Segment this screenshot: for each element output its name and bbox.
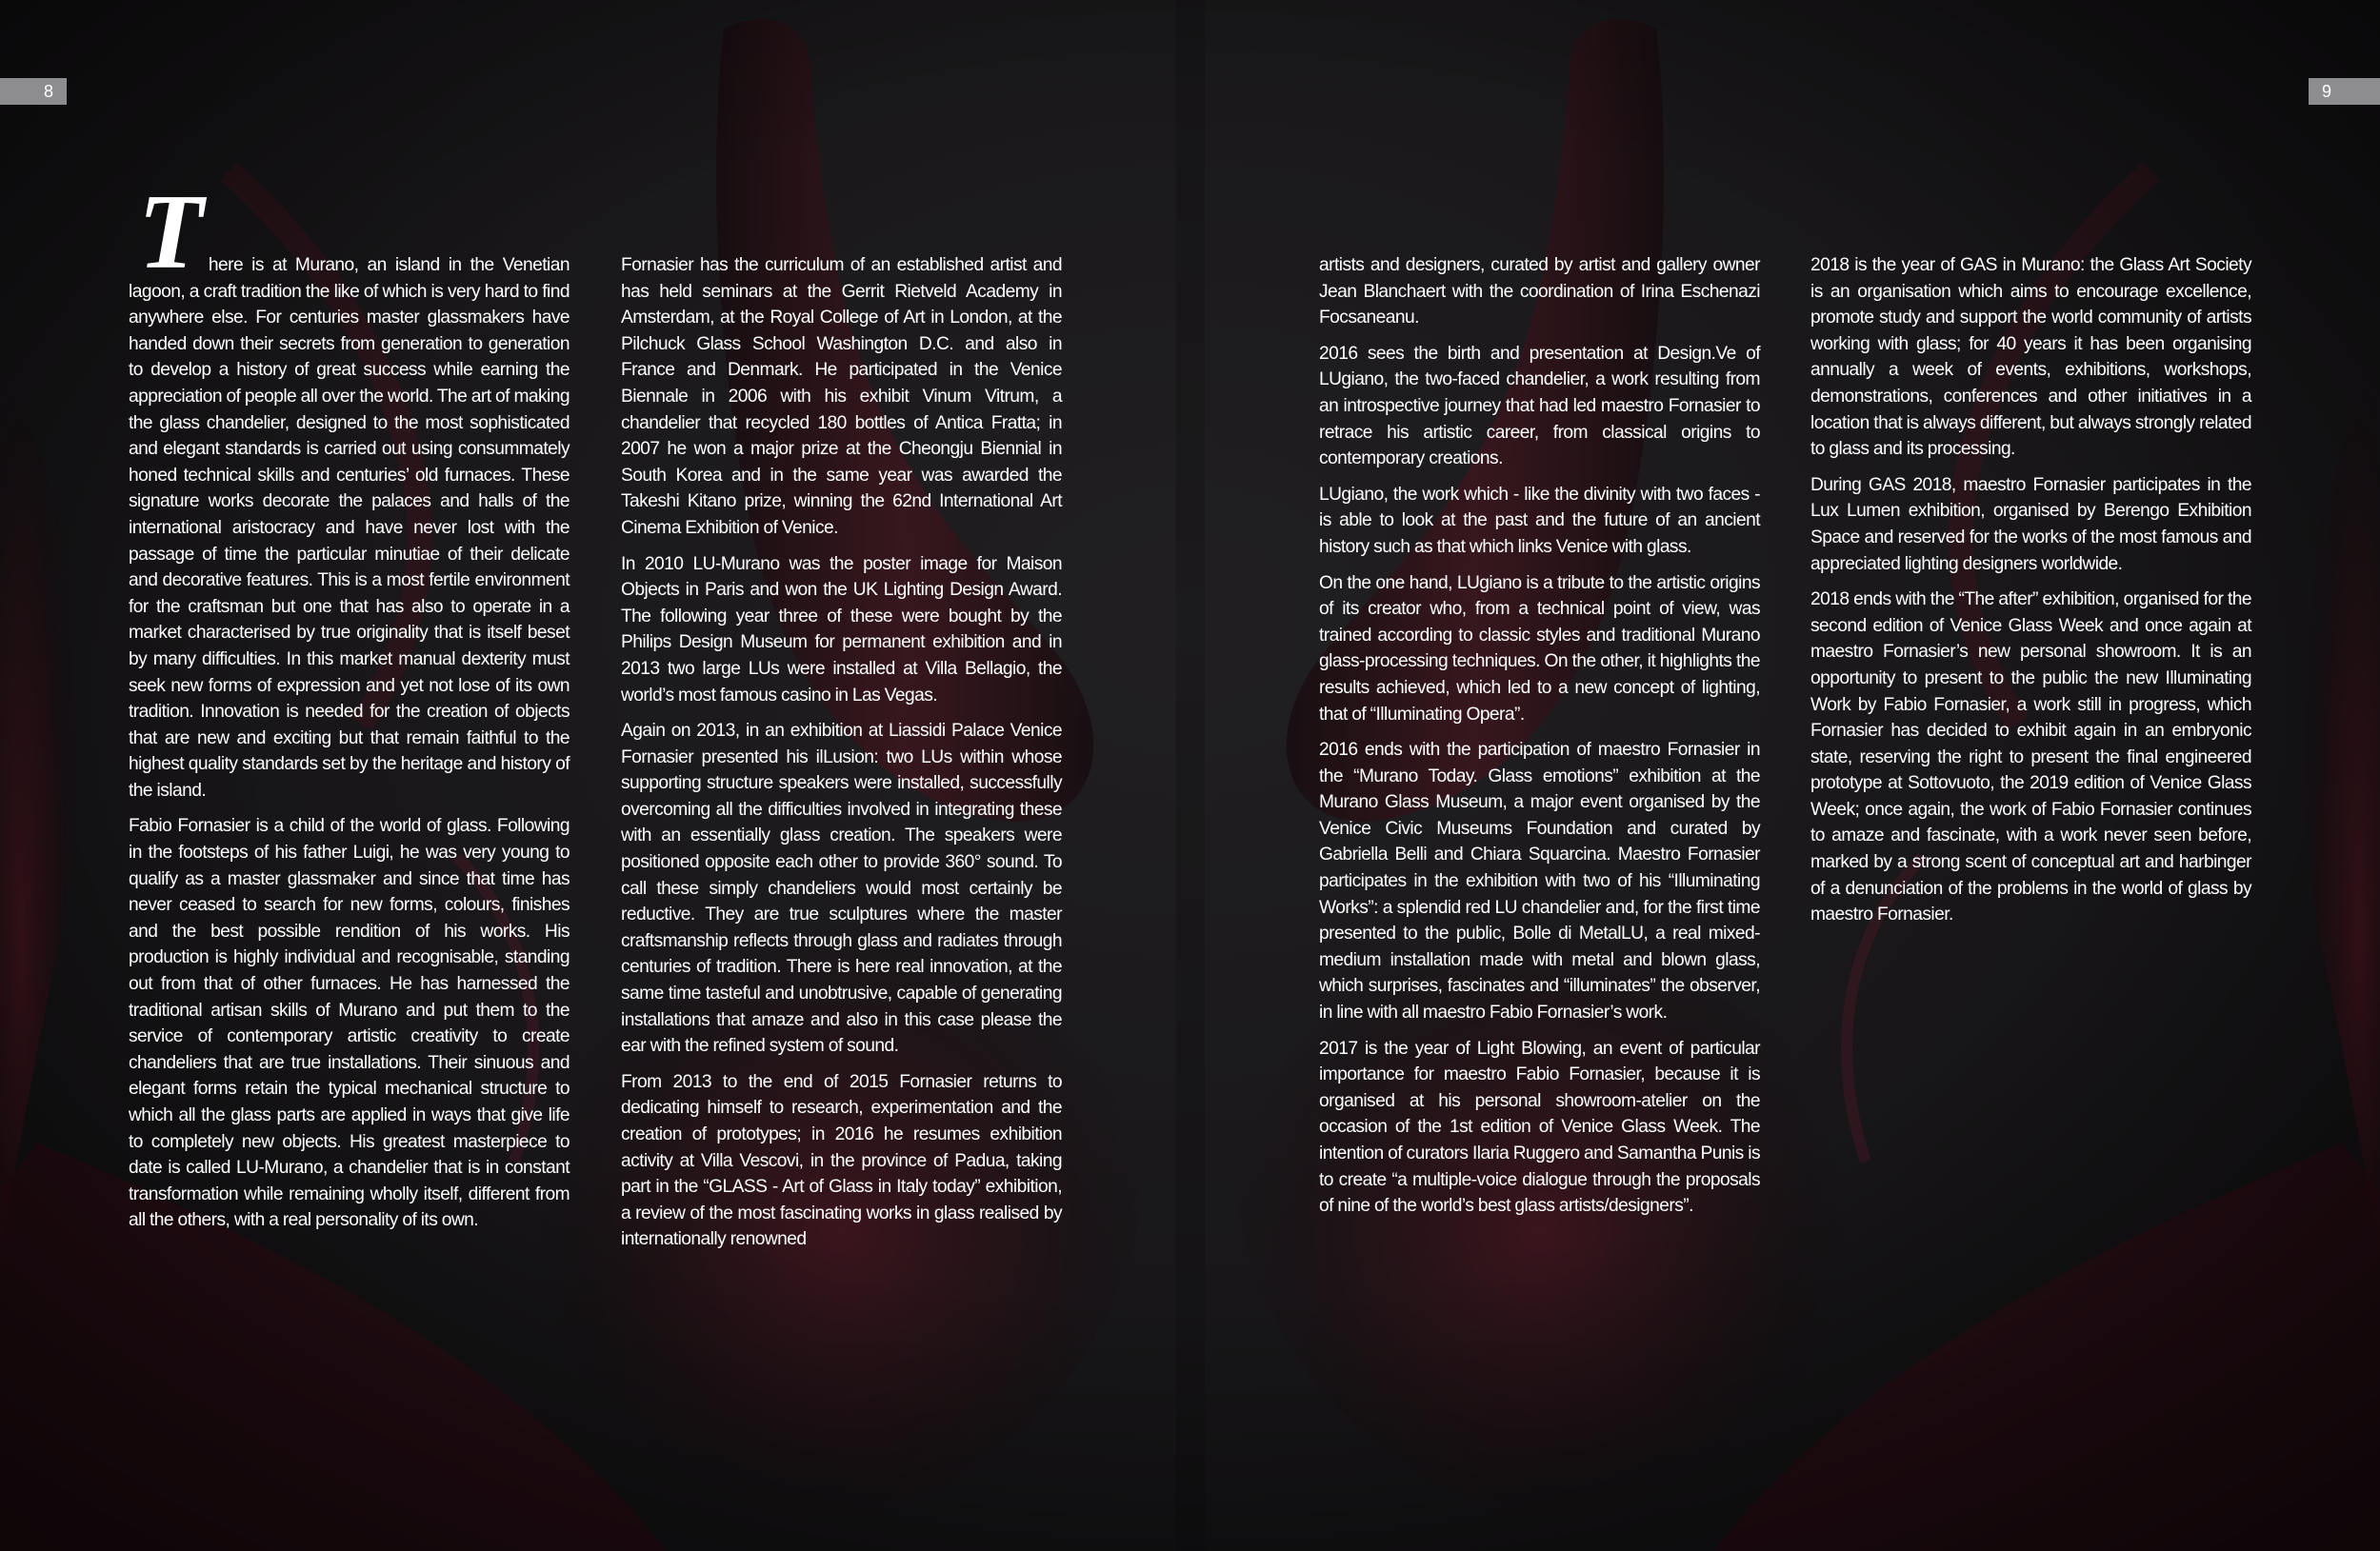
paragraph: 2016 sees the birth and presentation at Design.Ve of LUgiano, the two-faced chandelier, a work resulting from an introspective journey that had led maestro Fornasier to retrace his artistic career, from classical origins to contemporary creations.: [1319, 343, 1760, 469]
page-number-left-text: 8: [43, 82, 53, 101]
text-column-3: [1319, 252, 1760, 1229]
page-number-right-text: 9: [2322, 82, 2332, 101]
paragraph: In 2010 LU-Murano was the poster image for Maison Objects in Paris and won the UK Lighting Design Award. The following year three of these were bought by the Philips Design Museum for permanent exhibition and in 2013 two large LUs were installed at Villa Bellagio, the world’s most famous casino in Las Vegas.: [621, 553, 1062, 706]
paragraph: LUgiano, the work which - like the divinity with two faces - is able to look at the past and the future of an ancient history such as that which links Venice with glass.: [1319, 484, 1760, 557]
drop-cap: T: [138, 173, 203, 291]
paragraph: 2016 ends with the participation of maestro Fornasier in the “Murano Today. Glass emotions” exhibition at the Murano Glass Museum, a major event organised by the Venice Civic Museums Foundation and curated by Gabriella Belli and Chiara Squarcina. Maestro Fornasier participates in the exhibition with two of his “Illuminating Works”: a splendid red LU chandelier and, for the first time presented to the public, Bolle di MetalLU, a real mixed-medium installation made with metal and blown glass, which surprises, fascinates and “illuminates” the observer, in line with all maestro Fabio Fornasier’s work.: [1319, 740, 1760, 1024]
paragraph: On the one hand, LUgiano is a tribute to the artistic origins of its creator who, from a technical point of view, was trained according to classic styles and traditional Murano glass-processing techniques. On the other, it highlights the results achieved, which led to a new concept of lighting, that of “Illuminating Opera”.: [1319, 572, 1760, 725]
paragraph: Fornasier has the curriculum of an established artist and has held seminars at the Gerrit Rietveld Academy in Amsterdam, at the Royal College of Art in London, at the Pilchuck Glass School Washington D.C. and also in France and Denmark. He participated in the Venice Biennale in 2006 with his exhibit Vinum Vitrum, a chandelier that recycled 180 bottles of Antica Fratta; in 2007 he won a major prize at the Cheongju Biennial in South Korea and in the same year was awarded the Takeshi Kitano prize, winning the 62nd International Art Cinema Exhibition of Venice.: [621, 255, 1062, 538]
paragraph: [129, 173, 570, 804]
page-number-right: [2309, 78, 2380, 105]
paragraph: Again on 2013, in an exhibition at Liassidi Palace Venice Fornasier presented his ilLusion: two LUs within whose supporting structure speakers were installed, successfully overcoming all the difficulties involved in integrating these with an essentially glass creation. The speakers were positioned opposite each other to provide 360° sound. To call these simply chandeliers would most certainly be reductive. They are true sculptures where the master craftsmanship reflects through glass and radiates through centuries of tradition. There is here real innovation, at the same time tasteful and unobtrusive, capable of generating installations that amaze and also in this case please the ear with the refined system of sound.: [621, 721, 1062, 1057]
text-column-1: [129, 173, 570, 1243]
paragraph: During GAS 2018, maestro Fornasier participates in the Lux Lumen exhibition, organised by Berengo Exhibition Space and reserved for the works of the most famous and appreciated lighting designers worldwide.: [1810, 474, 2251, 574]
paragraph: 2017 is the year of Light Blowing, an event of particular importance for maestro Fabio Fornasier, because it is organised at his personal showroom-atelier on the occasion of the 1st edition of Venice Glass Week. The intention of curators Ilaria Ruggero and Samantha Punis is to create “a multiple-voice dialogue through the proposals of nine of the world’s best glass artists/designers”.: [1319, 1038, 1760, 1217]
paragraph: artists and designers, curated by artist and gallery owner Jean Blanchaert with the coordination of Irina Eschenazi Focsaneanu.: [1319, 255, 1760, 328]
paragraph: Fabio Fornasier is a child of the world of glass. Following in the footsteps of his father Luigi, he was very young to qualify as a master glassmaker and since that time has never ceased to search for new forms, colours, finishes and the best possible rendition of his works. His production is highly individual and recognisable, standing out from that of other furnaces. He has harnessed the traditional artisan skills of Murano and put them to the service of contemporary artistic creativity to create chandeliers that are true installations. Their sinuous and elegant forms retain the typical mechanical structure to which all the glass parts are applied in ways that give life to completely new objects. His greatest masterpiece to date is called LU-Murano, a chandelier that is in constant transformation while remaining wholly itself, different from all the others, with a real personality of its own.: [129, 816, 570, 1231]
paragraph: From 2013 to the end of 2015 Fornasier returns to dedicating himself to research, experimentation and the creation of prototypes; in 2016 he resumes exhibition activity at Villa Vescovi, in the province of Padua, taking part in the “GLASS - Art of Glass in Italy today” exhibition, a review of the most fascinating works in glass realised by internationally renowned: [621, 1071, 1062, 1250]
text-column-2: [621, 252, 1062, 1263]
text-column-4: [1810, 252, 2251, 938]
paragraph: 2018 is the year of GAS in Murano: the Glass Art Society is an organisation which aims to encourage excellence, promote study and support the world community of artists working with glass; for 40 years it has been organising annually a week of events, exhibitions, workshops, demonstrations, conferences and other initiatives in a location that is always different, but always strongly related to glass and its processing.: [1810, 255, 2251, 460]
paragraph-text: here is at Murano, an island in the Venetian lagoon, a craft tradition the like of which is very hard to find anywhere else. For centuries master glassmakers have handed down their secrets from generation to generation to develop a history of great success while earning the appreciation of people all over the world. The art of making the glass chandelier, designed to the most sophisticated and elegant standards is carried out using consummately honed technical skills and centuries’ old furnaces. These signature works decorate the palaces and halls of the international aristocracy and have never lost with the passage of time the particular minutiae of their delicate and decorative features. This is a most fertile environment for the craftsman but one that has also to operate in a market characterised by true originality that is itself beset by many difficulties. In this market manual dexterity must seek new forms of expression and yet not lose of its own tradition. Innovation is needed for the creation of objects that are new and exciting but that remain faithful to the highest quality standards set by the heritage and history of the island.: [129, 255, 570, 801]
paragraph: 2018 ends with the “The after” exhibition, organised for the second edition of Venice Glass Week and once again at maestro Fornasier’s new personal showroom. It is an opportunity to present to the public the new Illuminating Work by Fabio Fornasier, a work still in progress, which Fornasier has decided to exhibit again in an embryonic state, reserving the right to present the final engineered prototype at Sottovuoto, the 2019 edition of Venice Glass Week; once again, the work of Fabio Fornasier continues to amaze and fascinate, with a work never seen before, marked by a strong scent of conceptual art and harbinger of a denunciation of the problems in the world of glass by maestro Fornasier.: [1810, 589, 2251, 925]
page-number-left: [0, 78, 67, 105]
